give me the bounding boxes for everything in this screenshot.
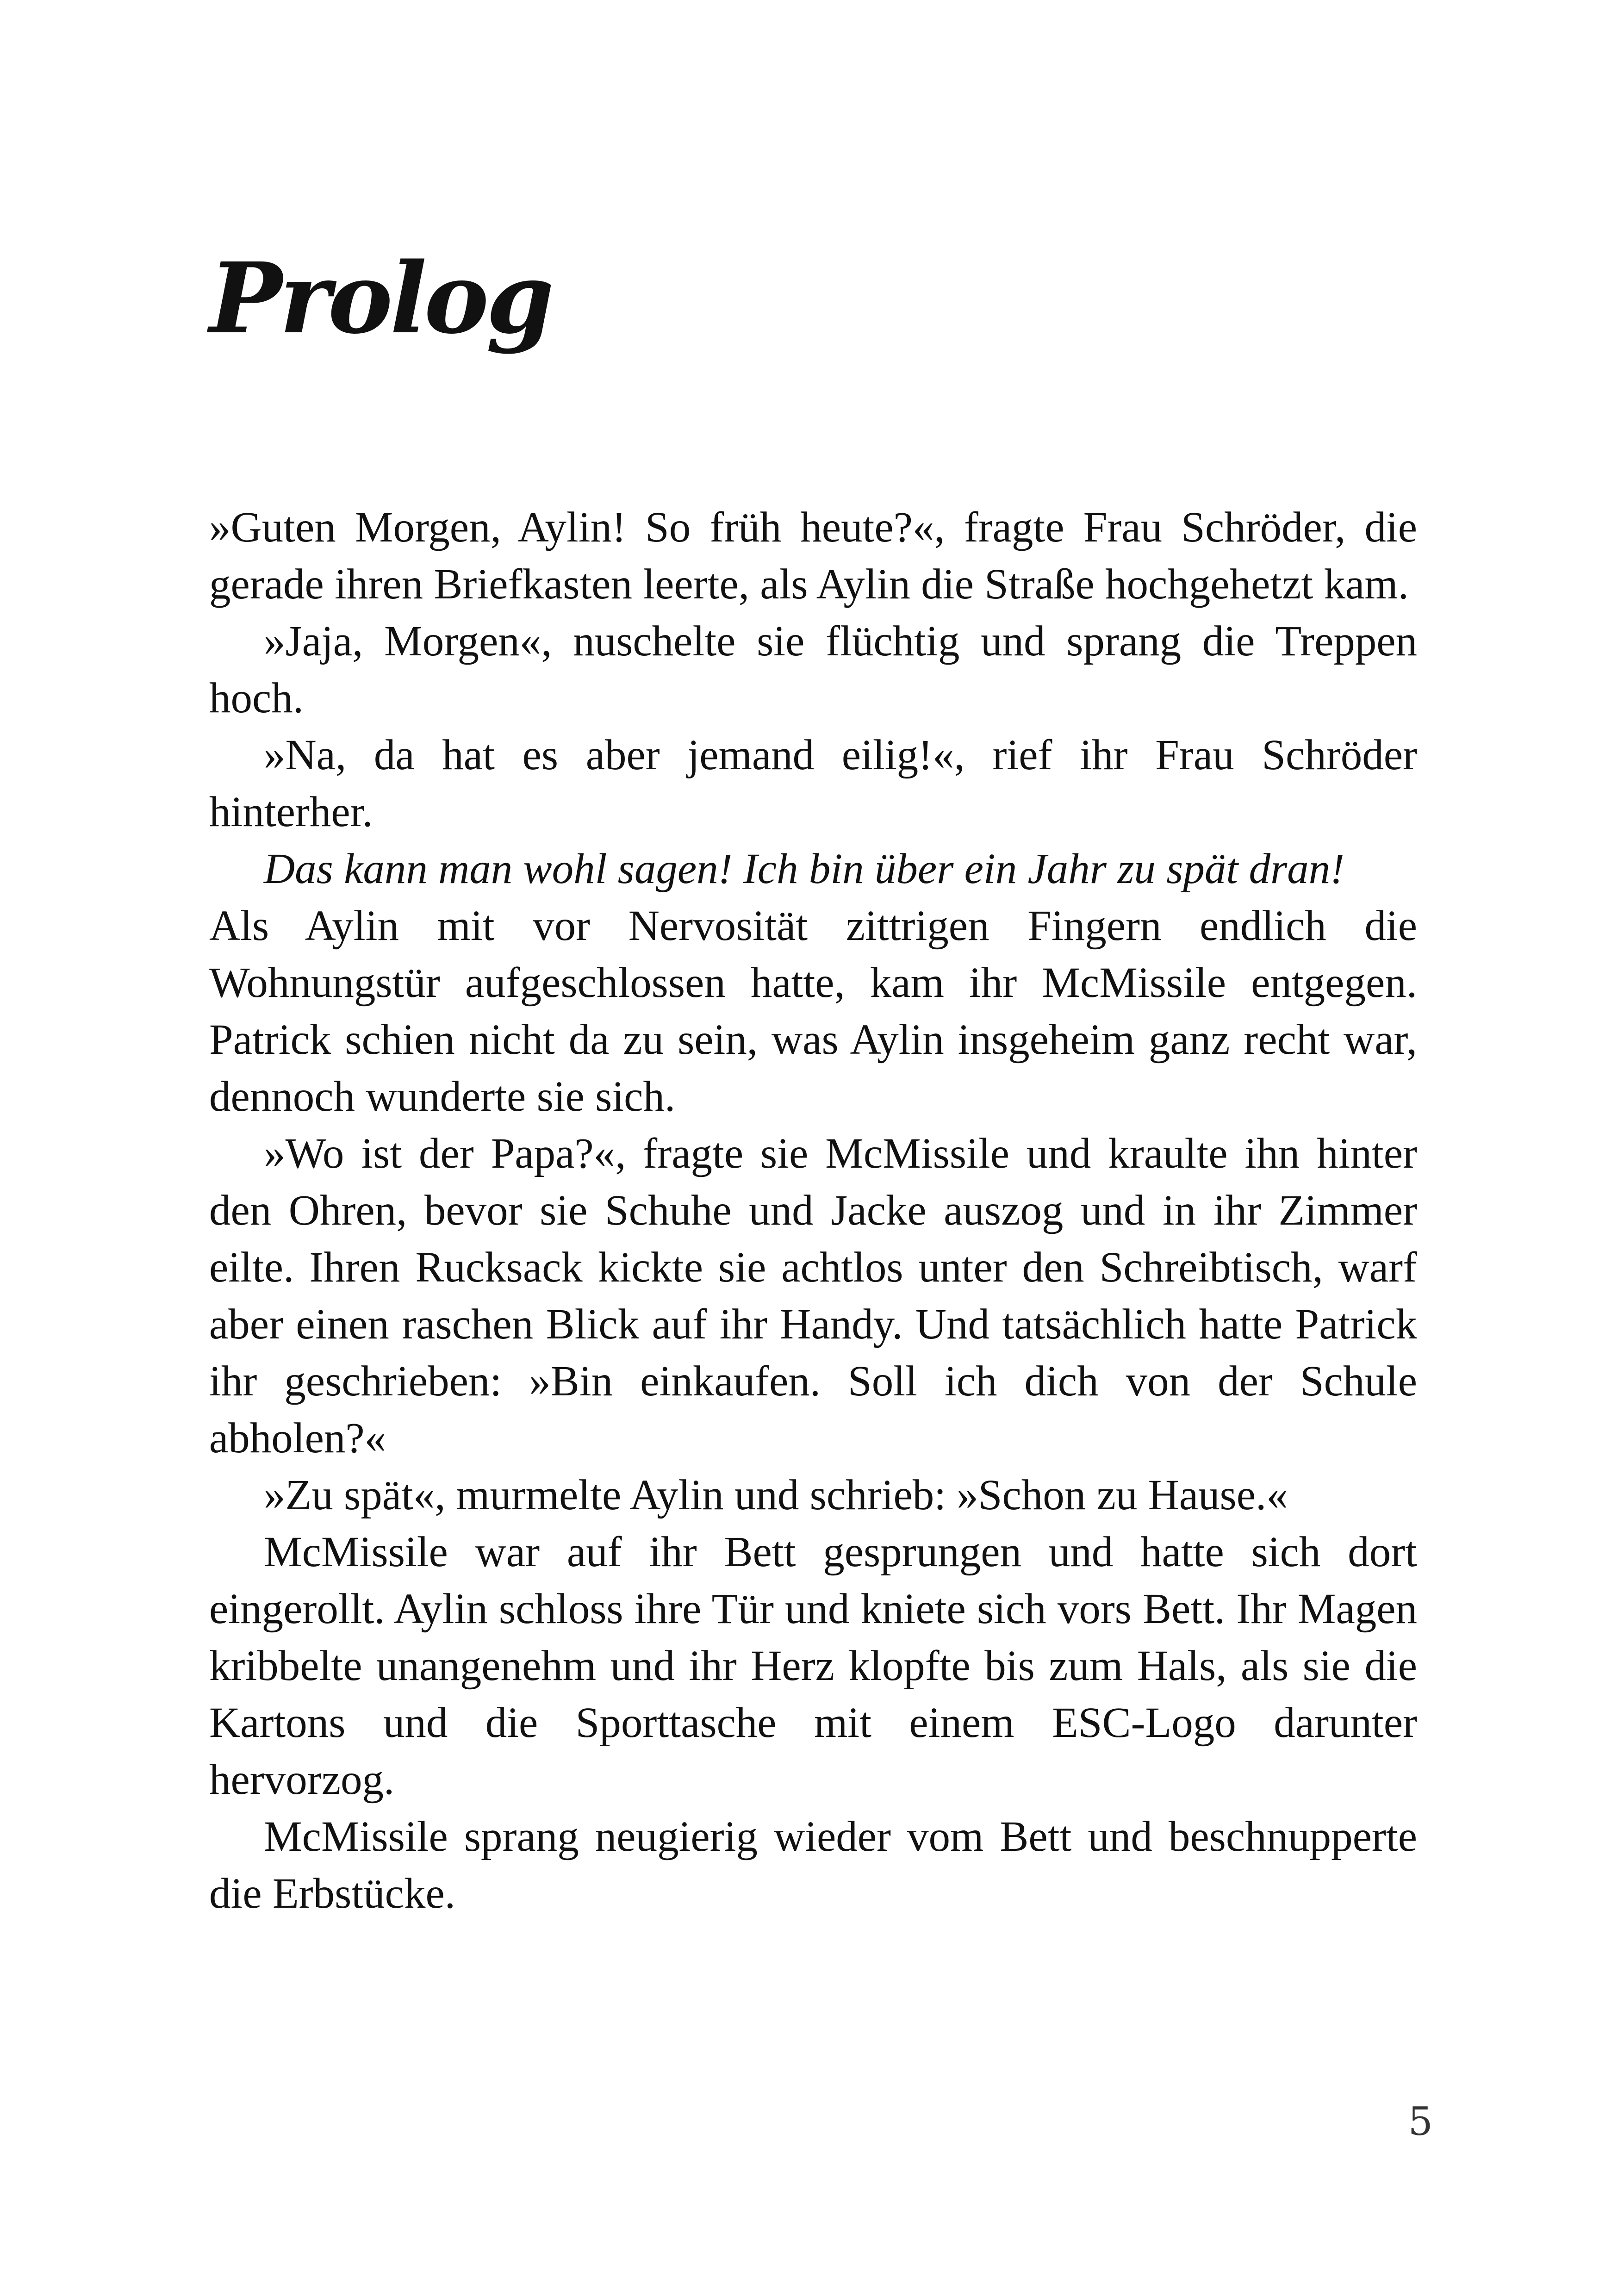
thought-paragraph <box>209 840 1417 897</box>
paragraph: McMissile war auf ihr Bett gesprungen und hatte sich dort eingerollt. Aylin schloss ihre Tür und kniete sich vors Bett. Ihr Magen kribbelte unangenehm und ihr Herz klopfte bis zum Hals, als sie die Kartons und die Sporttasche mit einem ESC-Logo darunter hervorzog. <box>209 1528 1417 1804</box>
paragraph: »Jaja, Morgen«, nuschelte sie flüchtig und sprang die Treppen hoch. <box>209 617 1417 722</box>
paragraph: Als Aylin mit vor Nervosität zittrigen Fingern endlich die Wohnungstür aufgeschlossen hatte, kam ihr McMissile entgegen. Patrick schien nicht da zu sein, was Aylin insgeheim ganz recht war, dennoch wunderte sie sich. <box>209 902 1417 1120</box>
paragraph: »Wo ist der Papa?«, fragte sie McMissile und kraulte ihn hinter den Ohren, bevor sie Schuhe und Jacke auszog und in ihr Zimmer eilte. Ihren Rucksack kickte sie achtlos unter den Schreibtisch, warf aber einen raschen Blick auf ihr Handy. Und tatsächlich hatte Patrick ihr geschrieben: »Bin einkaufen. Soll ich dich von der Schule abholen?« <box>209 1130 1417 1462</box>
paragraph: »Zu spät«, murmelte Aylin und schrieb: »Schon zu Hause.« <box>264 1471 1288 1519</box>
paragraph: »Na, da hat es aber jemand eilig!«, rief ihr Frau Schröder hinterher. <box>209 731 1417 836</box>
chapter-body <box>209 499 1417 1922</box>
italic-thought: Das kann man wohl sagen! Ich bin über ein Jahr zu spät dran! <box>264 845 1345 893</box>
chapter-title: Prolog <box>209 241 552 355</box>
page-number: 5 <box>1408 2099 1433 2144</box>
paragraph: »Guten Morgen, Aylin! So früh heute?«, fragte Frau Schröder, die gerade ihren Briefkasten leerte, als Aylin die Straße hochgehetzt kam. <box>209 504 1417 608</box>
paragraph: McMissile sprang neugierig wieder vom Bett und beschnupperte die Erbstücke. <box>209 1813 1417 1917</box>
